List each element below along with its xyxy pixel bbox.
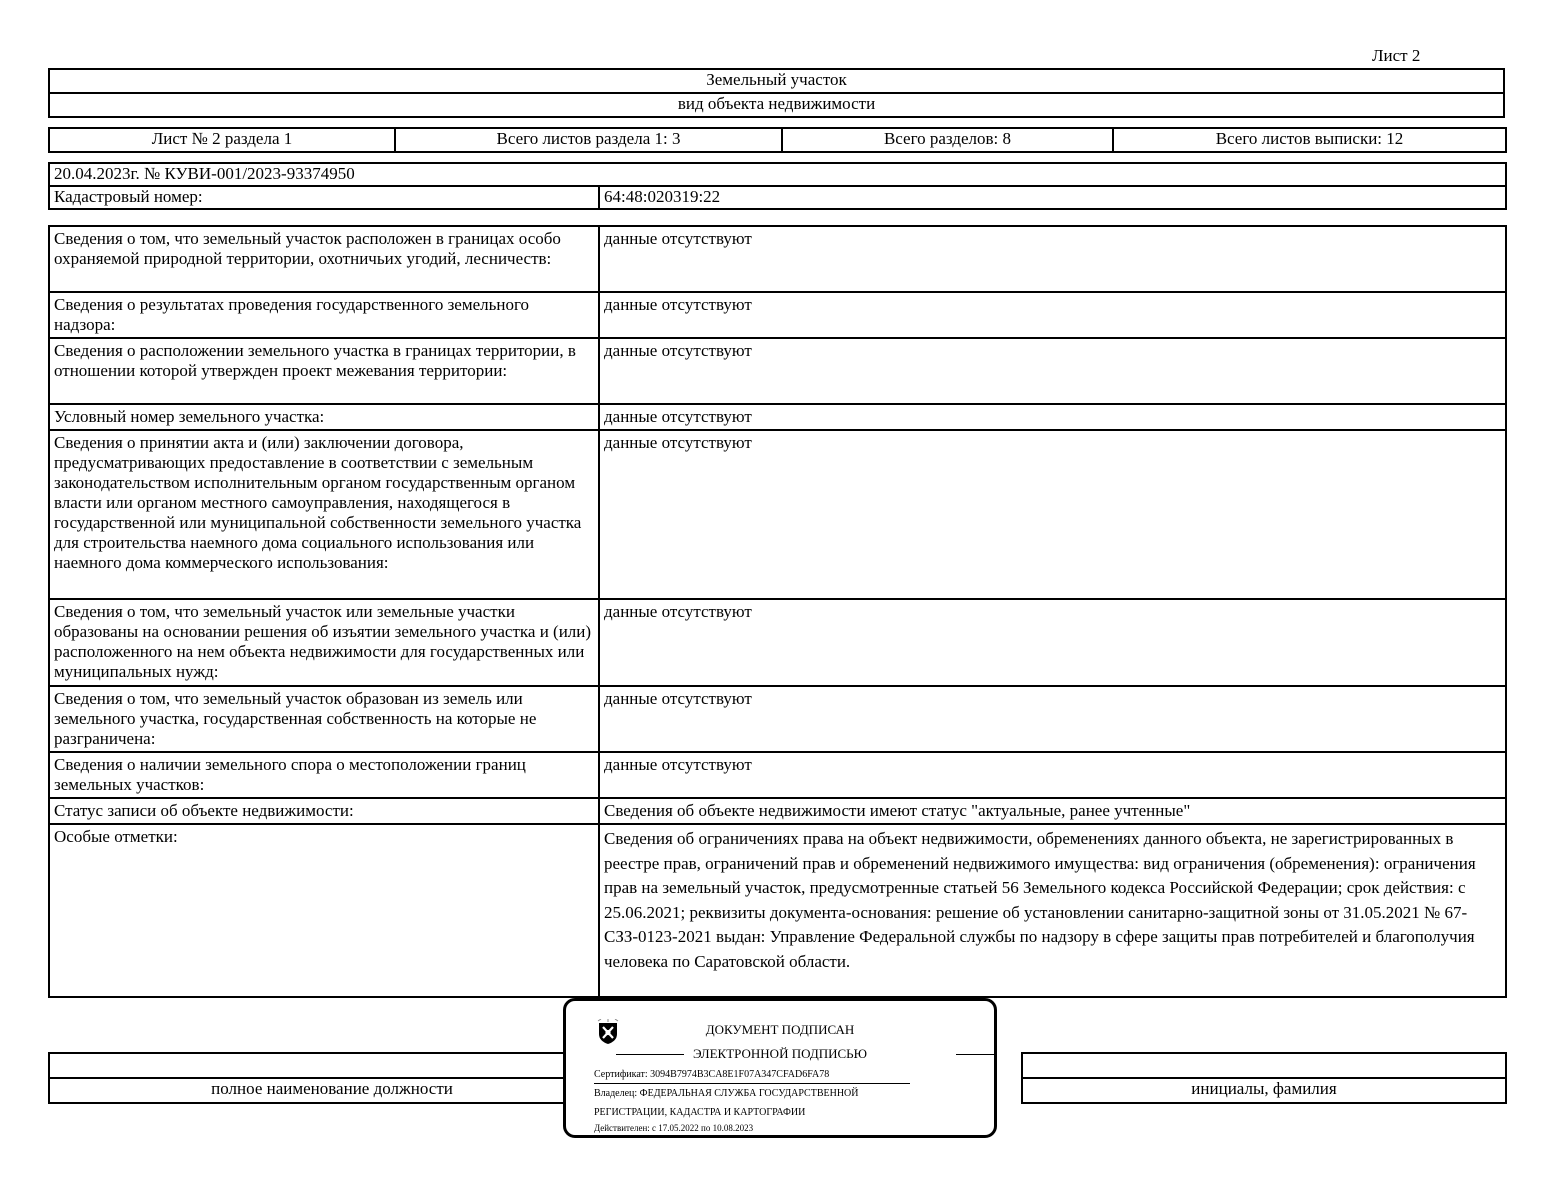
object-type-caption: вид объекта недвижимости	[49, 93, 1504, 117]
stamp-rule	[594, 1083, 910, 1084]
table-row	[49, 752, 1506, 798]
total-sheets-extract: Всего листов выписки: 12	[1113, 128, 1506, 152]
table-row	[49, 404, 1506, 430]
row-value: данные отсутствуют	[599, 686, 1506, 752]
special-notes-value: Сведения об ограничениях права на объект недвижимости, обременениях данного объекта, не зарегистрированных в реестре прав, ограничений прав и обременений недвижимого имущества: вид ограничения (обременения): ограничения прав на земельный участок, предусмотренные статьей 56 Земельного кодекса Российской Федерации; срок действия: с 25.06.2021; реквизиты документа-основания: решение об установлении санитарно-защитной зоны от 31.05.2021 № 67-СЗЗ-0123-2021 выдан: Управление Федеральной службы по надзору в сфере защиты прав потребителей и благополучия человека по Саратовской области.	[599, 824, 1506, 997]
table-row	[49, 599, 1506, 686]
land-plot-info-table	[48, 225, 1507, 998]
row-label: Сведения о расположении земельного участка в границах территории, в отношении которой утвержден проект межевания территории:	[49, 338, 599, 404]
table-row	[49, 430, 1506, 599]
row-label: Сведения о том, что земельный участок или земельные участки образованы на основании решения об изъятии земельного участка и (или) расположенного на нем объекта недвижимости для государственных или муниципальных нужд:	[49, 599, 599, 686]
extract-date-number: 20.04.2023г. № КУВИ-001/2023-93374950	[49, 163, 1506, 186]
stamp-owner-line2: РЕГИСТРАЦИИ, КАДАСТРА И КАРТОГРАФИИ	[594, 1107, 806, 1118]
stamp-owner-line1: Владелец: ФЕДЕРАЛЬНАЯ СЛУЖБА ГОСУДАРСТВЕННОЙ	[594, 1088, 859, 1099]
total-sheets-section: Всего листов раздела 1: 3	[395, 128, 782, 152]
cadastral-number-label: Кадастровый номер:	[49, 186, 599, 209]
stamp-certificate: Сертификат: 3094B7974B3CA8E1F07A347CFAD6FA78	[594, 1069, 830, 1080]
row-value: данные отсутствуют	[599, 599, 1506, 686]
electronic-signature-stamp	[563, 998, 997, 1138]
position-field	[49, 1053, 615, 1078]
row-label: Сведения о том, что земельный участок образован из земель или земельного участка, государственная собственность на которые не разграничена:	[49, 686, 599, 752]
name-caption: инициалы, фамилия	[1022, 1078, 1506, 1103]
row-label: Сведения о том, что земельный участок расположен в границах особо охраняемой природной территории, охотничьих угодий, лесничеств:	[49, 226, 599, 292]
row-value: данные отсутствуют	[599, 338, 1506, 404]
position-caption: полное наименование должности	[49, 1078, 615, 1103]
row-value: данные отсутствуют	[599, 404, 1506, 430]
sheet-number: Лист № 2 раздела 1	[49, 128, 395, 152]
sheet-counts	[48, 127, 1507, 153]
table-row	[49, 798, 1506, 824]
table-row	[49, 226, 1506, 292]
name-field	[1022, 1053, 1506, 1078]
row-label: Сведения о наличии земельного спора о местоположении границ земельных участков:	[49, 752, 599, 798]
total-sections: Всего разделов: 8	[782, 128, 1113, 152]
object-type-header	[48, 68, 1505, 118]
table-row	[49, 686, 1506, 752]
row-label: Условный номер земельного участка:	[49, 404, 599, 430]
row-label: Сведения о принятии акта и (или) заключении договора, предусматривающих предоставление в соответствии с земельным законодательством исполнительным органом государственным органом власти или органом местного самоуправления, находящегося в государственной или муниципальной собственности земельного участка для строительства наемного дома социального использования или наемного дома коммерческого использования:	[49, 430, 599, 599]
stamp-rule-right	[956, 1054, 996, 1055]
reference-block	[48, 162, 1507, 210]
table-row	[49, 338, 1506, 404]
row-label: Статус записи об объекте недвижимости:	[49, 798, 599, 824]
table-row	[49, 824, 1506, 997]
stamp-title-line1: ДОКУМЕНТ ПОДПИСАН	[705, 1022, 855, 1037]
stamp-rule-left	[616, 1054, 684, 1055]
object-type: Земельный участок	[49, 69, 1504, 93]
row-label: Сведения о результатах проведения государственного земельного надзора:	[49, 292, 599, 338]
stamp-title-line2: ЭЛЕКТРОННОЙ ПОДПИСЬЮ	[693, 1046, 867, 1061]
row-value: данные отсутствуют	[599, 752, 1506, 798]
cadastral-number-value: 64:48:020319:22	[599, 186, 1506, 209]
row-value: Сведения об объекте недвижимости имеют статус "актуальные, ранее учтенные"	[599, 798, 1506, 824]
row-value: данные отсутствуют	[599, 226, 1506, 292]
row-value: данные отсутствуют	[599, 430, 1506, 599]
row-label: Особые отметки:	[49, 824, 599, 997]
row-value: данные отсутствуют	[599, 292, 1506, 338]
sheet-label: Лист 2	[1372, 46, 1421, 65]
table-row	[49, 292, 1506, 338]
stamp-validity: Действителен: с 17.05.2022 по 10.08.2023	[594, 1123, 754, 1133]
